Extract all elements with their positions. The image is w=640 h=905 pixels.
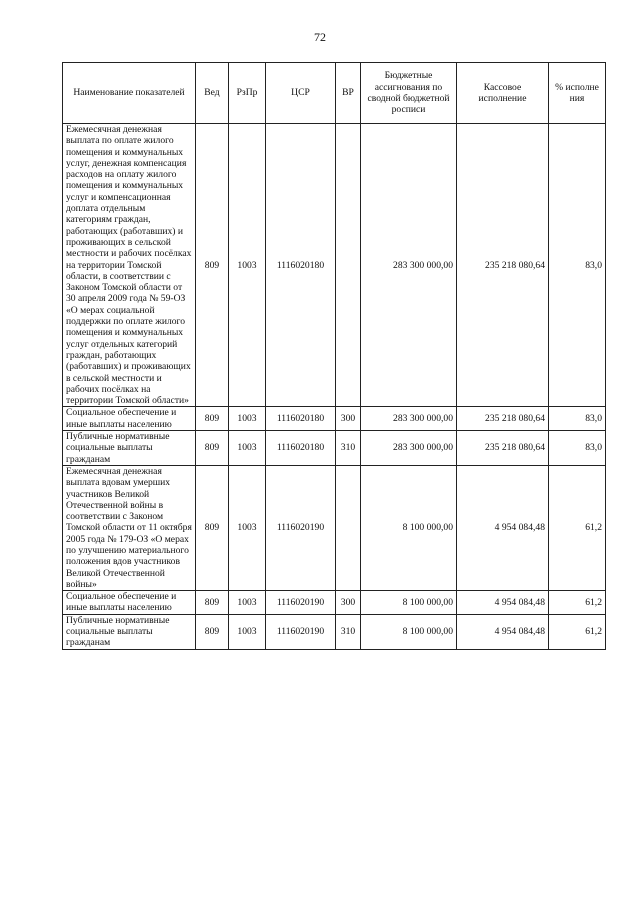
cell-rzpr: 1003 [229, 431, 266, 466]
cell-csr: 1116020180 [266, 124, 336, 407]
cell-csr: 1116020190 [266, 465, 336, 590]
cell-cash: 235 218 080,64 [457, 431, 549, 466]
cell-ved: 809 [196, 465, 229, 590]
cell-csr: 1116020180 [266, 407, 336, 431]
budget-execution-table [62, 62, 606, 650]
cell-rzpr: 1003 [229, 124, 266, 407]
cell-name: Публичные нормативные социальные выплаты гражданам [63, 614, 196, 649]
table-header-row [63, 63, 606, 124]
page-number: 72 [314, 30, 326, 44]
header-csr: ЦСР [266, 63, 336, 124]
cell-vr: 300 [336, 591, 361, 615]
table-row [63, 407, 606, 431]
cell-percent: 61,2 [549, 591, 606, 615]
cell-ved: 809 [196, 431, 229, 466]
cell-cash: 235 218 080,64 [457, 124, 549, 407]
table-row [63, 465, 606, 590]
table-row [63, 614, 606, 649]
header-name: Наименование показателей [63, 63, 196, 124]
cell-csr: 1116020180 [266, 431, 336, 466]
cell-name: Социальное обеспечение и иные выплаты населению [63, 407, 196, 431]
cell-rzpr: 1003 [229, 614, 266, 649]
cell-percent: 61,2 [549, 465, 606, 590]
cell-cash: 4 954 084,48 [457, 465, 549, 590]
cell-budget: 283 300 000,00 [361, 431, 457, 466]
cell-ved: 809 [196, 591, 229, 615]
cell-csr: 1116020190 [266, 614, 336, 649]
cell-csr: 1116020190 [266, 591, 336, 615]
header-rzpr: РзПр [229, 63, 266, 124]
cell-rzpr: 1003 [229, 591, 266, 615]
cell-percent: 83,0 [549, 407, 606, 431]
cell-budget: 8 100 000,00 [361, 591, 457, 615]
header-ved: Вед [196, 63, 229, 124]
cell-percent: 61,2 [549, 614, 606, 649]
header-percent: % исполне ния [549, 63, 606, 124]
cell-budget: 283 300 000,00 [361, 124, 457, 407]
cell-vr: 310 [336, 431, 361, 466]
cell-ved: 809 [196, 124, 229, 407]
cell-name: Ежемесячная денежная выплата по оплате жилого помещения и коммунальных услуг, денежная компенсация расходов на оплату жилого помещения и коммунальных услуг и компенсационная доплата отдельным категориям граждан, работающих (работавших) и проживающих в сельской местности и рабочих посёлках на территории Томской области, в соответствии с Законом Томской области от 30 апреля 2009 года № 59-ОЗ «О мерах социальной поддержки по оплате жилого помещения и коммунальных услуг отдельных категорий граждан, работающих (работавших) и проживающих в сельской местности и рабочих посёлках на территории Томской области» [63, 124, 196, 407]
cell-ved: 809 [196, 407, 229, 431]
table-row [63, 431, 606, 466]
cell-cash: 4 954 084,48 [457, 591, 549, 615]
cell-name: Ежемесячная денежная выплата вдовам умерших участников Великой Отечественной войны в соответствии с Законом Томской области от 11 октября 2005 года № 179-ОЗ «О мерах по улучшению материального положения вдов участников Великой Отечественной войны» [63, 465, 196, 590]
cell-rzpr: 1003 [229, 407, 266, 431]
cell-cash: 235 218 080,64 [457, 407, 549, 431]
cell-budget: 283 300 000,00 [361, 407, 457, 431]
header-vr: ВР [336, 63, 361, 124]
cell-budget: 8 100 000,00 [361, 465, 457, 590]
cell-percent: 83,0 [549, 124, 606, 407]
cell-percent: 83,0 [549, 431, 606, 466]
cell-cash: 4 954 084,48 [457, 614, 549, 649]
table-row [63, 591, 606, 615]
cell-vr [336, 124, 361, 407]
cell-rzpr: 1003 [229, 465, 266, 590]
table-row [63, 124, 606, 407]
cell-ved: 809 [196, 614, 229, 649]
cell-vr: 310 [336, 614, 361, 649]
cell-vr: 300 [336, 407, 361, 431]
cell-name: Социальное обеспечение и иные выплаты населению [63, 591, 196, 615]
cell-vr [336, 465, 361, 590]
header-cash: Кассовое исполнение [457, 63, 549, 124]
cell-budget: 8 100 000,00 [361, 614, 457, 649]
header-budget: Бюджетные ассигнования по сводной бюджетной росписи [361, 63, 457, 124]
cell-name: Публичные нормативные социальные выплаты гражданам [63, 431, 196, 466]
